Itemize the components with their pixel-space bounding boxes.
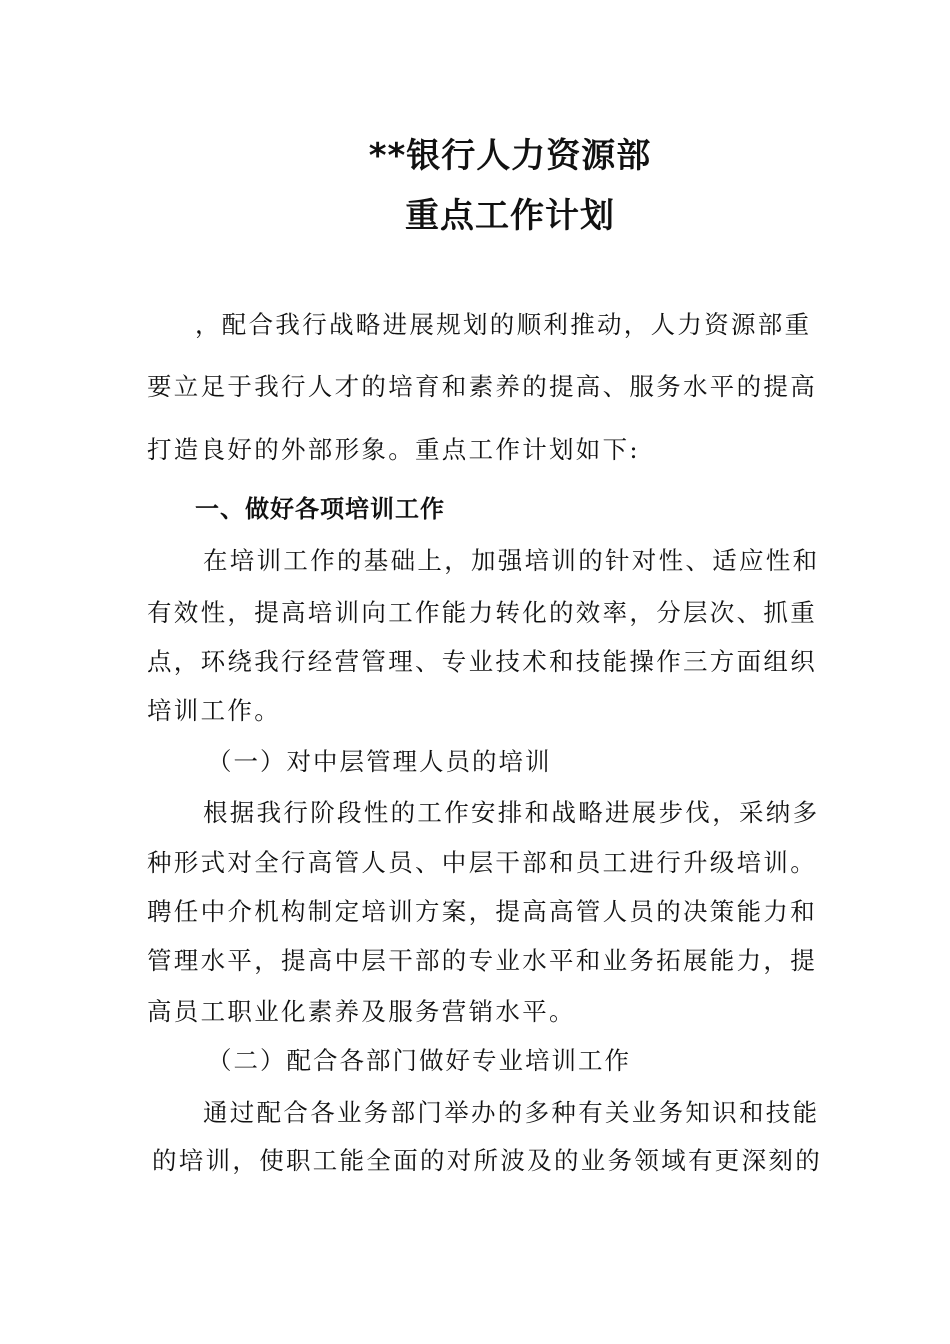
intro-line-2: 要立足于我行人才的培育和素养的提高、服务水平的提高 xyxy=(147,372,817,401)
intro-line-1: ，配合我行战略进展规划的顺利推动，人力资源部重 xyxy=(195,310,812,339)
subsection-1-line-4: 管理水平，提高中层干部的专业水平和业务拓展能力，提 xyxy=(147,946,817,975)
subsection-1-line-1: 根据我行阶段性的工作安排和战略进展步伐，采纳多 xyxy=(203,798,820,827)
subsection-2-line-2: 的培训，使职工能全面的对所波及的业务领域有更深刻的 xyxy=(152,1146,822,1175)
subsection-1-line-5: 高员工职业化素养及服务营销水平。 xyxy=(147,997,576,1026)
subsection-1-line-2: 种形式对全行高管人员、中层干部和员工进行升级培训。 xyxy=(147,848,817,877)
section-1-line-2: 有效性，提高培训向工作能力转化的效率，分层次、抓重 xyxy=(147,598,817,627)
subsection-2-heading: （二）配合各部门做好专业培训工作 xyxy=(207,1046,631,1075)
section-1-line-4: 培训工作。 xyxy=(147,696,281,725)
document-title-line-2: 重点工作计划 xyxy=(405,196,615,236)
intro-line-3: 打造良好的外部形象。重点工作计划如下: xyxy=(147,435,640,464)
section-1-heading: 一、做好各项培训工作 xyxy=(195,495,445,523)
subsection-1-line-3: 聘任中介机构制定培训方案，提高高管人员的决策能力和 xyxy=(147,897,817,926)
document-title-line-1: **银行人力资源部 xyxy=(368,136,652,176)
section-1-line-3: 点，环绕我行经营管理、专业技术和技能操作三方面组织 xyxy=(147,647,817,676)
subsection-1-heading: （一）对中层管理人员的培训 xyxy=(207,747,552,776)
section-1-line-1: 在培训工作的基础上，加强培训的针对性、适应性和 xyxy=(203,546,820,575)
subsection-2-line-1: 通过配合各业务部门举办的多种有关业务知识和技能 xyxy=(203,1098,820,1127)
